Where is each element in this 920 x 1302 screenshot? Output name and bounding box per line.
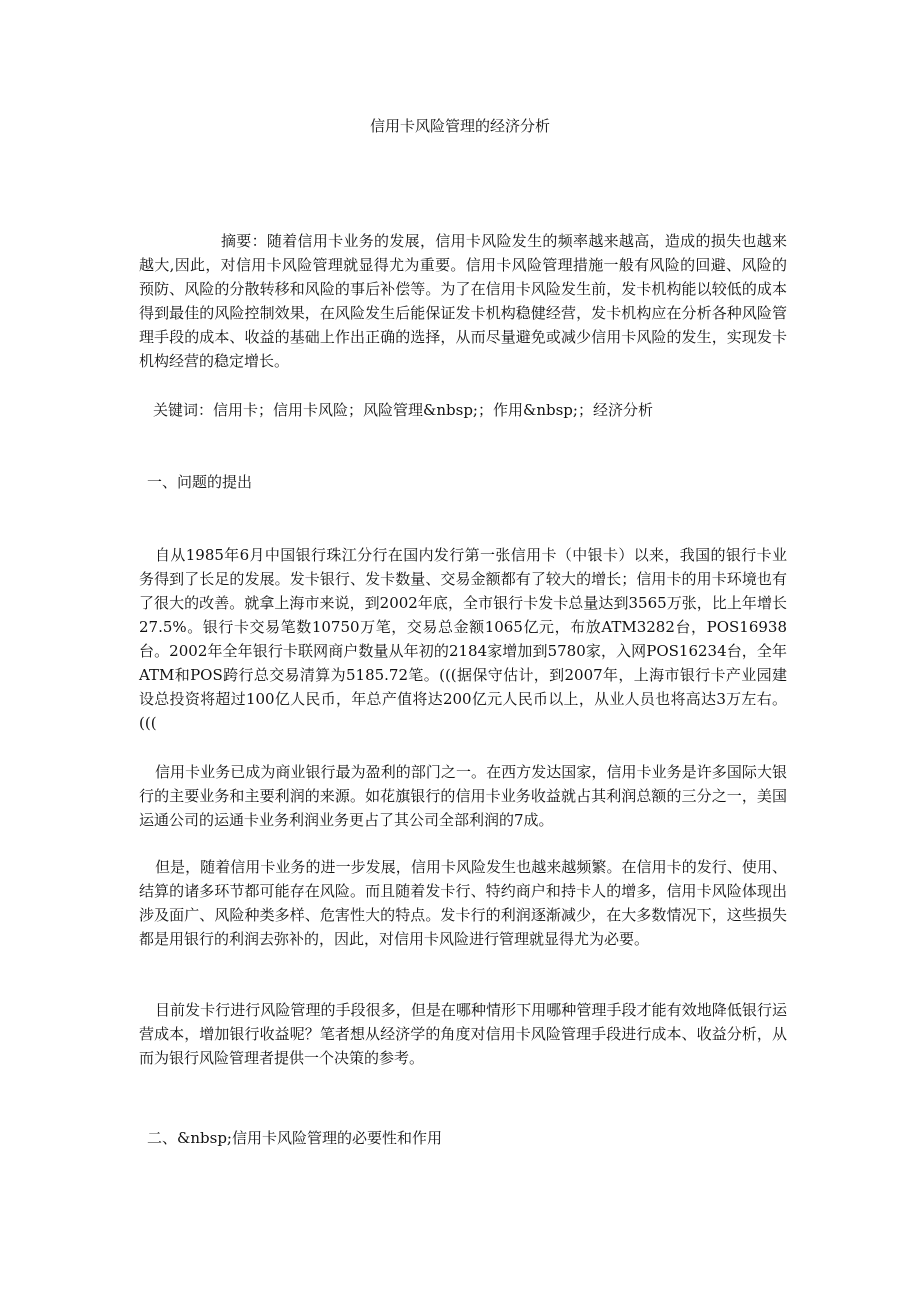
abstract-paragraph: 摘要：随着信用卡业务的发展，信用卡风险发生的频率越来越高，造成的损失也越来越大,因此，对信用卡风险管理就显得尤为重要。信用卡风险管理措施一般有风险的回避、风险的预防、风险的分散转移和风险的事后补偿等。为了在信用卡风险发生前，发卡机构能以较低的成本得到最佳的风险控制效果，在风险发生后能保证发卡机构稳健经营，发卡机构应在分析各种风险管理手段的成本、收益的基础上作出正确的选择，从而尽量避免或减少信用卡风险的发生，实现发卡机构经营的稳定增长。 — [139, 232, 787, 370]
body-paragraph: 但是，随着信用卡业务的进一步发展，信用卡风险发生也越来越频繁。在信用卡的发行、使用、结算的诸多环节都可能存在风险。而且随着发卡行、特约商户和持卡人的增多，信用卡风险体现出涉及面广、风险种类多样、危害性大的特点。发卡行的利润逐渐减少，在大多数情况下，这些损失都是用银行的利润去弥补的，因此，对信用卡风险进行管理就显得尤为必要。 — [139, 858, 787, 948]
body-paragraph: 自从1985年6月中国银行珠江分行在国内发行第一张信用卡（中银卡）以来，我国的银行卡业务得到了长足的发展。发卡银行、发卡数量、交易金额都有了较大的增长；信用卡的用卡环境也有了很大的改善。就拿上海市来说，到2002年底，全市银行卡发卡总量达到3565万张，比上年增长27.5%。银行卡交易笔数10750万笔，交易总金额1065亿元，布放ATM3282台，POS16938台。2002年全年银行卡联网商户数量从年初的2184家增加到5780家，入网POS16234台，全年ATM和POS跨行总交易清算为5185.72笔。(((据保守估计，到2007年，上海市银行卡产业园建设总投资将超过100亿人民币，年总产值将达200亿元人民币以上，从业人员也将高达3万左右。((( — [139, 546, 787, 732]
document-title: 信用卡风险管理的经济分析 — [369, 117, 550, 135]
body-paragraph: 目前发卡行进行风险管理的手段很多，但是在哪种情形下用哪种管理手段才能有效地降低银行运营成本，增加银行收益呢？笔者想从经济学的角度对信用卡风险管理手段进行成本、收益分析，从而为银行风险管理者提供一个决策的参考。 — [139, 1001, 787, 1067]
body-paragraph: 信用卡业务已成为商业银行最为盈利的部门之一。在西方发达国家，信用卡业务是许多国际大银行的主要业务和主要利润的来源。如花旗银行的信用卡业务收益就占其利润总额的三分之一，美国运通公司的运通卡业务利润业务更占了其公司全部利润的7成。 — [139, 763, 787, 829]
section-1-heading: 一、问题的提出 — [147, 473, 253, 491]
section-2-heading: 二、&nbsp;信用卡风险管理的必要性和作用 — [147, 1129, 442, 1147]
keywords-line: 关键词：信用卡；信用卡风险；风险管理&nbsp;；作用&nbsp;；经济分析 — [153, 401, 653, 419]
